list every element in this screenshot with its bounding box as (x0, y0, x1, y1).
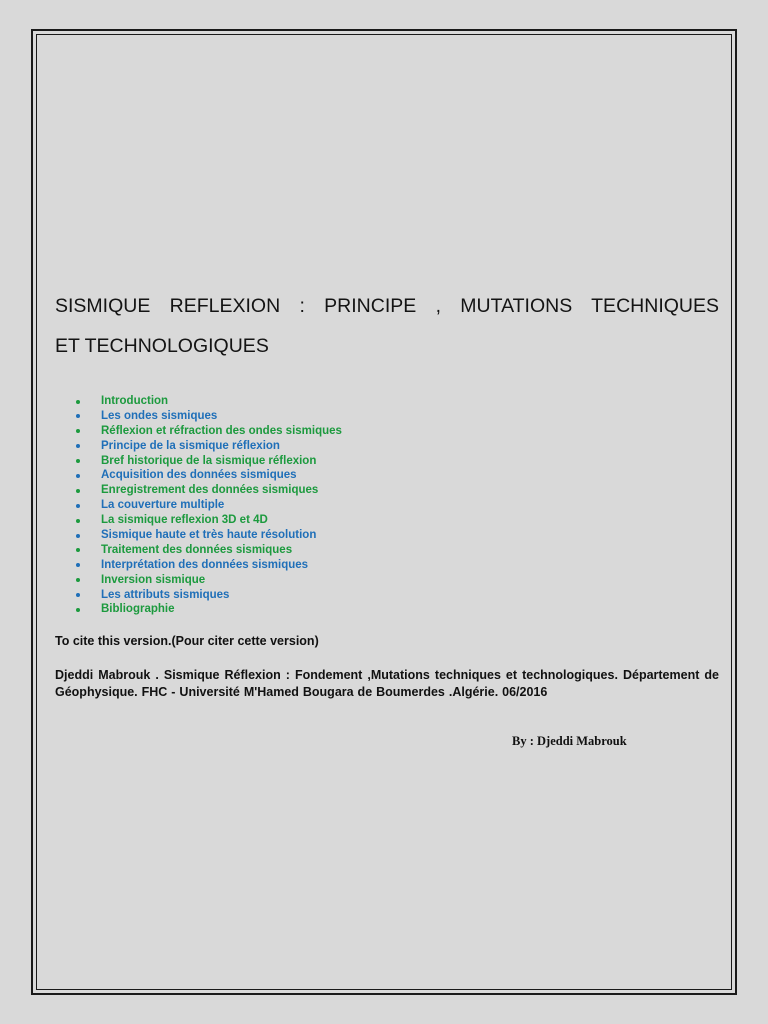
toc-item (74, 543, 342, 558)
toc-item-label: Enregistrement des données sismiques (101, 484, 319, 497)
bullet-icon (76, 474, 80, 478)
bullet-icon (76, 489, 80, 493)
toc-item (74, 573, 342, 588)
document-title (55, 286, 719, 366)
toc-item-label: Introduction (101, 395, 169, 407)
bullet-icon (76, 548, 80, 552)
bullet-icon (76, 608, 80, 612)
toc-item-label: Principe de la sismique réflexion (101, 439, 280, 452)
bullet-icon (76, 593, 80, 597)
bullet-icon (76, 504, 80, 508)
author-byline: By : Djeddi Mabrouk (512, 734, 627, 748)
bullet-icon (76, 578, 80, 582)
bullet-icon (76, 534, 80, 538)
bullet-icon (76, 444, 80, 448)
bullet-icon (76, 459, 80, 463)
bullet-icon (76, 400, 80, 404)
toc-item (74, 424, 342, 439)
table-of-contents (74, 394, 342, 617)
toc-item (74, 454, 342, 469)
toc-item-label: La couverture multiple (101, 499, 225, 512)
toc-item-label: Les attributs sismiques (101, 588, 230, 601)
toc-item-label: Bref historique de la sismique réflexion (101, 454, 317, 467)
bullet-icon (76, 414, 80, 418)
toc-item-label: Acquisition des données sismiques (101, 469, 297, 482)
toc-item-label: Sismique haute et très haute résolution (101, 529, 317, 542)
toc-item (74, 528, 342, 543)
bullet-icon (76, 429, 80, 433)
toc-item-label: Réflexion et réfraction des ondes sismiques (101, 424, 342, 437)
bullet-icon (76, 519, 80, 523)
document-title-line-1: SISMIQUE REFLEXION : PRINCIPE , MUTATIONS TECHNIQUES (55, 295, 719, 317)
toc-item (74, 602, 342, 617)
citation-text: Djeddi Mabrouk . Sismique Réflexion : Fondement ,Mutations techniques et technologiques. Département de Géophysique. FHC - Université M'Hamed Bougara de Boumerdes .Algérie. 06/2016 (55, 668, 719, 699)
bullet-icon (76, 563, 80, 567)
toc-item (74, 483, 342, 498)
toc-item (74, 558, 342, 573)
document-title-line-2: ET TECHNOLOGIQUES (55, 335, 269, 357)
toc-item-label: Inversion sismique (101, 573, 206, 586)
toc-item (74, 498, 342, 513)
toc-item-label: Interprétation des données sismiques (101, 558, 309, 571)
toc-item (74, 409, 342, 424)
toc-item-label: Les ondes sismiques (101, 409, 218, 422)
toc-item-label: Traitement des données sismiques (101, 543, 293, 556)
toc-item-label: La sismique reflexion 3D et 4D (101, 514, 268, 527)
toc-item (74, 439, 342, 454)
toc-item (74, 588, 342, 603)
toc-item (74, 513, 342, 528)
cite-heading: To cite this version.(Pour citer cette version) (55, 634, 319, 648)
toc-item (74, 394, 342, 409)
toc-item (74, 468, 342, 483)
toc-item-label: Bibliographie (101, 603, 175, 616)
